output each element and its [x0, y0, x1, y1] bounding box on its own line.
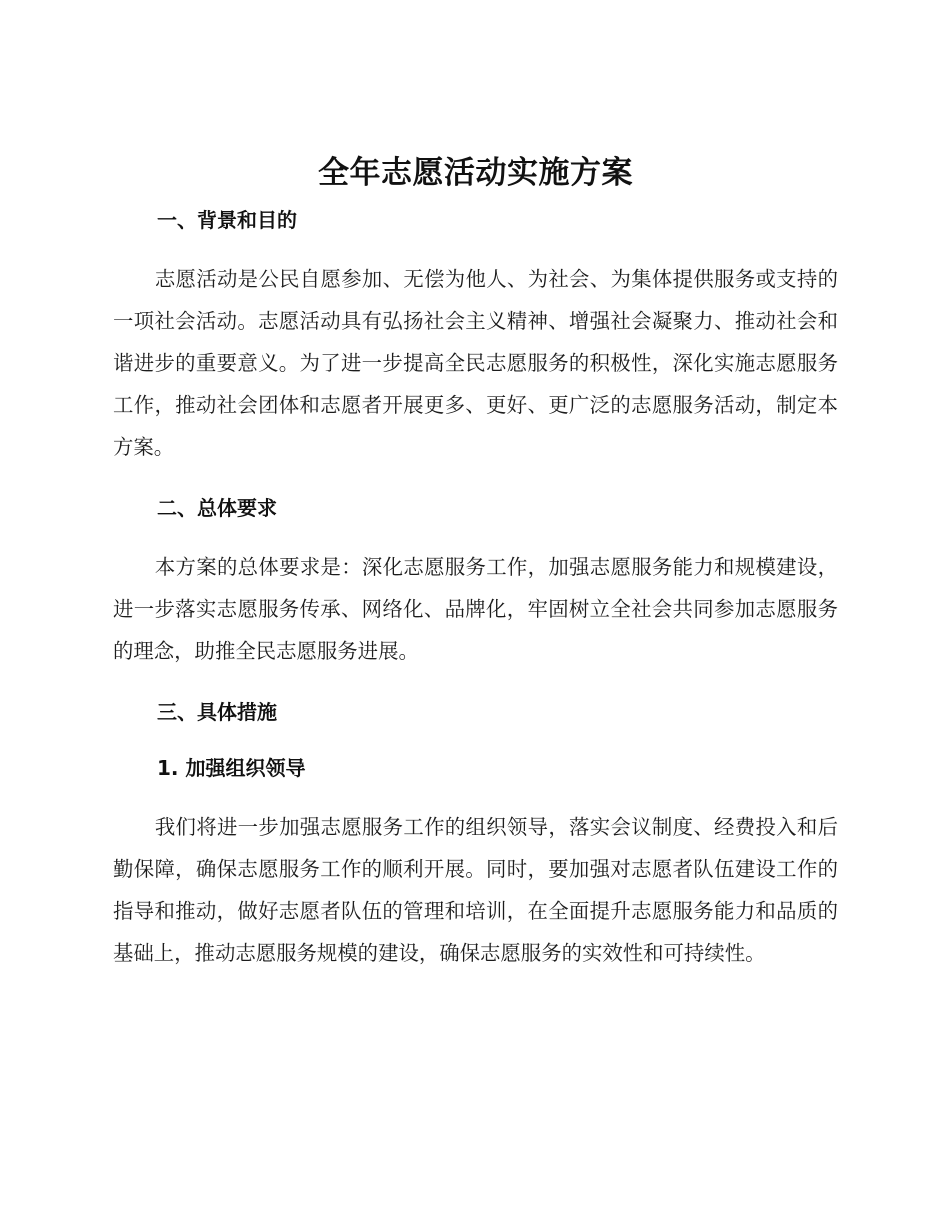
section-paragraph-leadership: 我们将进一步加强志愿服务工作的组织领导，落实会议制度、经费投入和后勤保障，确保志愿服务工作的顺利开展。同时，要加强对志愿者队伍建设工作的指导和推动，做好志愿者队伍的管理和培训，在全面提升志愿服务能力和品质的基础上，推动志愿服务规模的建设，确保志愿服务的实效性和可持续性。: [113, 815, 838, 965]
subsection-heading-leadership: 1. 加强组织领导: [157, 756, 306, 780]
section-heading-requirements: 二、总体要求: [157, 496, 277, 520]
document-title: 全年志愿活动实施方案: [318, 155, 633, 191]
section-paragraph-requirements: 本方案的总体要求是：深化志愿服务工作，加强志愿服务能力和规模建设，进一步落实志愿服务传承、网络化、品牌化，牢固树立全社会共同参加志愿服务的理念，助推全民志愿服务进展。: [113, 555, 838, 663]
section-heading-background: 一、背景和目的: [157, 208, 297, 232]
section-heading-measures: 三、具体措施: [157, 700, 277, 724]
document-body: [113, 148, 838, 974]
section-paragraph-background: 志愿活动是公民自愿参加、无偿为他人、为社会、为集体提供服务或支持的一项社会活动。志愿活动具有弘扬社会主义精神、增强社会凝聚力、推动社会和谐进步的重要意义。为了进一步提高全民志愿服务的积极性，深化实施志愿服务工作，推动社会团体和志愿者开展更多、更好、更广泛的志愿服务活动，制定本方案。: [113, 267, 838, 459]
